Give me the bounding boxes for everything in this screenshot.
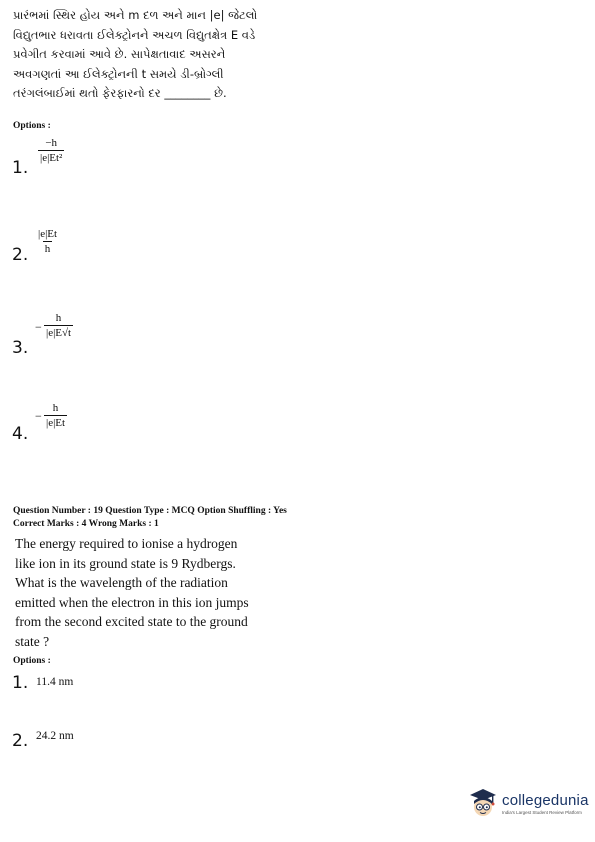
option-3-fraction [44,312,73,339]
question-18-text [13,6,257,104]
fraction-numerator: h [55,312,62,324]
question-text-line: The energy required to ionise a hydrogen [15,536,238,551]
question-text-line: like ion in its ground state is 9 Rydbergs. [15,555,236,571]
option-1-fraction [38,137,64,164]
fraction-numerator: h [52,402,59,414]
option-2-fraction [36,228,59,255]
question-19-header: Question Number : 19 Question Type : MCQ Option Shuffling : Yes [13,506,287,516]
collegedunia-logo [466,787,589,819]
question-19-marks: Correct Marks : 4 Wrong Marks : 1 [13,519,159,529]
options-label: Options : [13,656,51,666]
graduate-mascot-icon [466,787,500,819]
option-4-fraction [44,402,67,429]
fraction-denominator: |e|E√t [46,327,72,339]
fraction-numerator: |e|Et [38,228,58,240]
option-number: 2. [12,245,29,265]
minus-sign: − [35,409,42,423]
question-text-line: from the second excited state to the ground [15,614,248,629]
option-number: 2. [12,731,29,751]
question-text-line: તરંગલંબાઈમાં થતો ફેરફારનો દર ________ છે. [13,86,227,100]
question-text-line: state ? [15,633,50,649]
question-text-line: પ્રારંભમાં સ્થિર હોય અને m દળ અને માન |e| જેટલો [13,8,258,22]
logo-tagline: India's Largest Student Review Platform [502,809,582,815]
question-text-line: પ્રવેગીત કરવામાં આવે છે. સાપેક્ષતાવાદ અસરને [13,47,226,61]
fraction-denominator: |e|Et [46,417,66,429]
fraction-denominator: h [44,243,51,255]
question-19-text [15,534,249,651]
option-number: 1. [12,673,29,693]
question-text-line: અવગણતાં આ ઈલેક્ટ્રોનની t સમયે ડી-બ્રોગ્લી [13,66,224,81]
option-2-text: 24.2 nm [36,730,74,742]
logo-name: collegedunia [502,791,589,809]
fraction-denominator: |e|Et² [40,152,63,164]
fraction-numerator: −h [45,137,58,149]
question-text-line: વિદ્યુતભાર ધરાવતા ઈલેક્ટ્રોનને અચળ વિદ્યુતક્ષેત્ર E વડે [13,27,256,42]
option-1-text: 11.4 nm [36,676,74,688]
question-text-line: What is the wavelength of the radiation [15,575,228,590]
logo-text-block [502,792,589,815]
question-text-line: emitted when the electron in this ion jumps [15,594,249,610]
option-number: 3. [12,338,29,358]
option-number: 1. [12,158,29,178]
option-number: 4. [12,424,29,444]
options-label: Options : [13,121,51,131]
minus-sign: − [35,320,42,334]
